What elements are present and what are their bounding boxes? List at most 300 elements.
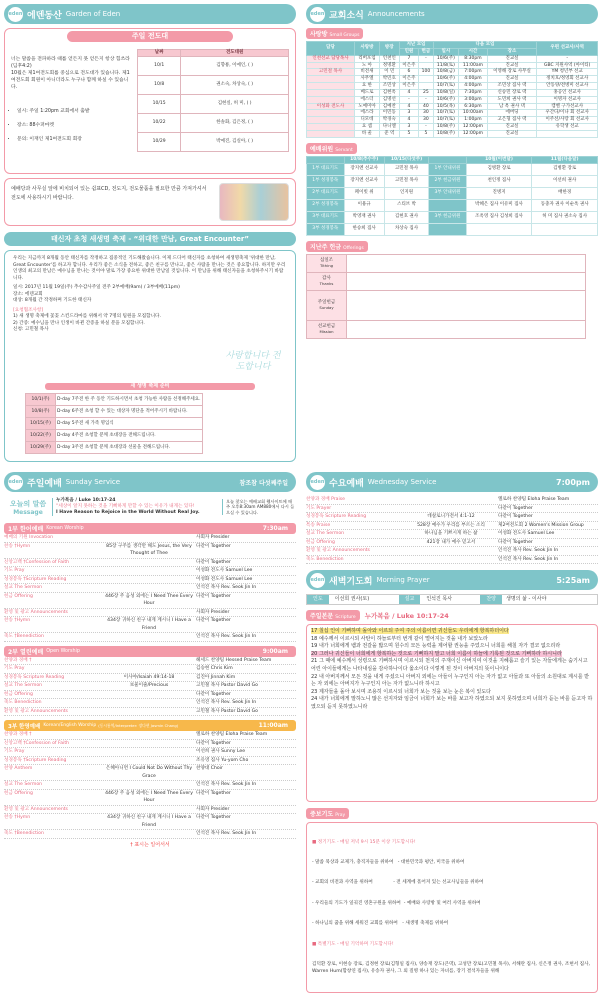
tract-photo: [219, 183, 289, 221]
table-cell: 30: [419, 117, 433, 124]
schedule-date: 10/15(주): [26, 418, 56, 430]
section-title: 수요예배: [329, 478, 364, 489]
worship-row: [306, 505, 598, 514]
service-title: 2부 열린예배: [8, 648, 44, 656]
table-cell: 2부 대표기도: [307, 187, 345, 199]
worship-item: 축도 Benediction: [4, 700, 42, 705]
table-cell: 김현실, 허 미, ( ): [181, 94, 289, 113]
table-row: [307, 76, 598, 83]
offering-ko: 감사: [322, 275, 331, 281]
table-cell: [466, 223, 532, 235]
table-cell: 캠벨 구가선교사: [537, 103, 598, 110]
worship-row: [4, 691, 296, 700]
worship-leader: 인석진 목사 Rev. Seok Jin In: [196, 585, 257, 590]
worship-detail: [404, 547, 498, 555]
table-cell: 100: [419, 69, 433, 76]
worship-leader: 엘로하 찬양팀 Eloha Praise Team: [498, 497, 570, 502]
garden-of-eden-section: [4, 4, 296, 450]
leader-label: 인도: [307, 595, 329, 604]
table-cell: 이민동: [379, 110, 399, 117]
worship-row: [4, 814, 296, 830]
table-row: [307, 117, 598, 124]
worship-row: [4, 682, 296, 691]
worship-detail: 446장 주 음성 외에는 I Need Thee Every Hour: [105, 593, 193, 606]
worship-row: [4, 708, 296, 717]
col-header: 지난 모임: [399, 42, 433, 49]
table-cell: 김명선: [379, 96, 399, 103]
worship-leader: 이선희 권사 Sunny Lee: [196, 749, 246, 754]
table-cell: 신승민 장로 댁: [487, 89, 537, 96]
worship-item: 찬송 †Hymn: [4, 815, 31, 820]
table-cell: 박영재 권사: [344, 211, 384, 223]
table-cell: 요 한: [355, 83, 380, 90]
worship-leader: 인석진 목사 Rev. Seok Jin In: [498, 556, 559, 562]
table-cell: 이 민: [379, 69, 399, 76]
request-item: 2) 간증: 예수님을 만나 인생이 바뀐 간증을 하실 분을 모집합니다.: [13, 320, 145, 326]
scripture-header: [306, 610, 598, 621]
service-title-en: Open Worship: [46, 648, 80, 654]
praise-value: 생명의 삶 - 이사야: [506, 596, 547, 602]
broadcast-note: 오늘 찾오는 예배교회 웹사이트에 매주 오후8:30am AM880에서 다시 들으실 수 있습니다.: [222, 499, 296, 516]
schedule-desc: D-day 6주전 초청 할 수 있는 대상자 명단을 적어주시기 바랍니다.: [56, 406, 203, 418]
worship-leader: 다같이 Together: [196, 691, 231, 697]
section-subtitle: Announcements: [367, 10, 425, 18]
worship-item: 설교 The Sermon: [4, 683, 43, 688]
preacher-value: 인석진 목사: [426, 596, 453, 602]
worship-row: [4, 534, 296, 543]
table-cell: 인천선교 담당목사: [307, 55, 355, 62]
table-cell: 2부 헌금위원: [429, 175, 467, 187]
table-cell: 한승희 집사: [344, 223, 384, 235]
table-cell: 바 울: [355, 130, 380, 137]
table-cell: 고민철 목사: [384, 175, 428, 187]
table-cell: 1부 안내위원: [429, 163, 467, 175]
worship-detail: [102, 757, 196, 765]
request-item: 1) 새 생명 축제에 꽃꽂 스킨드라마를 위해서 약 7명의 팀원을 모집합니다.: [13, 314, 161, 319]
table-row: [307, 175, 598, 187]
section-header: [4, 4, 296, 24]
table-cell: -: [537, 55, 598, 62]
offering-names: [347, 272, 586, 290]
table-cell: 도민희 권사 댁: [487, 96, 537, 103]
worship-item: 기도 Pray: [4, 568, 25, 573]
worship-item: 헌금 Offering: [4, 593, 33, 599]
table-cell: 12:00pm: [459, 130, 487, 137]
section-title: 교회소식: [329, 10, 364, 21]
pray-item: - 교회의 비전과 사역을 위하여 - 전 세계에 흩어져 있는 선교사님들을 위하여: [312, 880, 484, 886]
worship-item: 환영 및 광고 Announcements: [4, 806, 68, 812]
worship-leader: 조유영 집사 Yu-yom Cho: [196, 757, 249, 763]
col-header: 다음 모임: [433, 42, 537, 49]
worship-item: 기도 Pray: [4, 666, 25, 671]
eden-logo-icon: eden: [8, 7, 23, 22]
table-row: [307, 55, 598, 62]
wednesday-list: [306, 496, 598, 564]
service1-header: [4, 523, 296, 534]
table-cell: 10/6(주): [433, 76, 459, 83]
worship-row: [4, 657, 296, 666]
section-subtitle: Garden of Eden: [65, 10, 121, 18]
table-cell: 4: [399, 117, 419, 124]
worship-detail: [102, 781, 196, 789]
announcements-section: [306, 4, 598, 450]
eden-logo-icon: eden: [310, 7, 325, 22]
pray-item: - 하나님의 꿈을 위해 세워진 교회를 위하여 - 새생명 축제를 위하여: [312, 921, 449, 927]
worship-leader: 다같이 Together: [196, 790, 231, 796]
schedule-desc: D-day 4주전 초청할 분께 초대장을 전해드립니다.: [56, 430, 203, 442]
worship-item: 성경봉독 †Scripture Reading: [4, 757, 67, 763]
col-header: 11월(다음달): [532, 156, 598, 163]
request-item: 신청: 고민철 목사: [13, 327, 49, 332]
worship-leader: 다같이 Together: [498, 514, 533, 519]
table-cell: -: [419, 55, 433, 62]
section-header: [4, 472, 296, 492]
table-cell: 정명환: [379, 62, 399, 69]
table-cell: 노 아: [355, 62, 380, 69]
worship-leader: 다같이 Together: [196, 815, 231, 820]
worship-item: 성경봉독 Scripture Reading: [306, 514, 367, 519]
table-row: [307, 130, 598, 137]
label-ko: 주일본문: [310, 613, 334, 620]
table-cell: 권소숙, 차상숙, ( ): [181, 75, 289, 94]
worship-row: [4, 748, 296, 757]
worship-detail: [102, 830, 196, 838]
table-cell: 스티브 박: [384, 199, 428, 211]
interpreter-note: (동시통역/Interpreter: 장다현 Jasmin Chang): [98, 722, 179, 728]
worship-detail: [102, 584, 196, 592]
col-header: 10/8(추수주): [344, 156, 384, 163]
worship-row: [4, 576, 296, 585]
table-cell: 1부 대표기도: [307, 163, 345, 175]
service-time: 7:00pm: [556, 477, 590, 487]
table-cell: 페이빗 위: [344, 187, 384, 199]
worship-row: [4, 559, 296, 568]
table-cell: 진교실: [487, 76, 537, 83]
table-cell: 10/8(주): [433, 130, 459, 137]
col-subheader: 장소: [487, 48, 537, 55]
message-box: [4, 495, 296, 519]
worship-item: 찬송 †Hymn: [4, 543, 31, 549]
table-cell: 3부 안내위원: [429, 187, 467, 199]
worship-row: [4, 633, 296, 642]
table-cell: 차상숙 집사: [384, 223, 428, 235]
worship-item: 신앙고백 †Confession of Faith: [4, 559, 70, 565]
worship-row: [4, 617, 296, 633]
label-en: Servant: [335, 147, 353, 153]
worship-detail: 데살로니가전서 4:1-12: [427, 514, 475, 519]
table-cell: 박혜은 집사 이유미 집사: [466, 199, 532, 211]
worship-detail: [404, 505, 498, 513]
table-cell: 10/8(일): [433, 89, 459, 96]
worship-leader: 인석진 목사 Rev. Seok Jin In: [196, 634, 257, 639]
col-subheader: 시간: [459, 48, 487, 55]
table-row: [307, 199, 598, 211]
servant-table: [306, 156, 598, 236]
table-row: [307, 69, 598, 76]
worship-row: [4, 731, 296, 740]
table-cell: 7:00pm: [459, 69, 487, 76]
table-cell: 10/29: [138, 132, 181, 151]
table-cell: 디모데: [355, 117, 380, 124]
label-ko: 사랑방: [310, 31, 328, 38]
pray-item: ■ 정기기도 - 매일 저녁 9시 15분 이상 기도합시다!: [312, 839, 416, 845]
worship-detail: [102, 806, 196, 814]
praise-label: 찬양: [480, 595, 502, 604]
service2-list: [4, 657, 296, 717]
worship-row: [306, 539, 598, 548]
offering-en: Sunday: [319, 304, 334, 310]
table-row: [307, 211, 598, 223]
scripture-label: [306, 610, 360, 621]
worship-row: [306, 522, 598, 531]
table-cell: 김현호 권사: [384, 211, 428, 223]
offerings-table: [306, 254, 586, 339]
verse: 21 그 때에 예수께서 성령으로 기뻐하시며 이르시되 천지의 주재이신 아버지여 이것을 지혜롭고 슬기 있는 자들에게는 숨기시고 어린 아이들에게는 나타내심을 감사하나이다 옳소이다 이렇게 된 것이 아버지의 뜻이니이다: [311, 658, 588, 672]
table-cell: 조민상 집사 댁: [487, 83, 537, 90]
table-cell: 10/5(목): [433, 103, 459, 110]
worship-leader: 다같이 Together: [196, 543, 231, 549]
leader-value: 이선희 권사(토): [334, 596, 370, 602]
table-cell: 10/6(주): [433, 96, 459, 103]
worship-leader: 사회자 Presider: [196, 806, 230, 812]
worship-row: [306, 547, 598, 556]
worship-item: 찬양과 경배 Praise: [306, 497, 345, 502]
worship-row: [4, 699, 296, 708]
table-cell: 6:30pm: [459, 103, 487, 110]
schedule-date: 10/1(주): [26, 394, 56, 406]
worship-detail: [102, 559, 196, 567]
table-row: [307, 110, 598, 117]
worship-row: [306, 530, 598, 539]
worship-row: [4, 567, 296, 576]
col-header: 날짜: [138, 50, 181, 57]
table-cell: [307, 117, 355, 124]
table-cell: 김현옥: [379, 89, 399, 96]
offering-names: [347, 254, 586, 272]
offering-en: Thanks: [319, 280, 334, 286]
table-cell: 7:30pm: [459, 89, 487, 96]
table-cell: 이명자 선교사: [537, 96, 598, 103]
outreach-item: • 문의: 이재인 제1여전도회 회장: [17, 136, 131, 143]
worship-detail: [102, 567, 196, 575]
worship-detail: 이사야/Isaiah 49:14-18: [123, 674, 175, 680]
worship-row: [4, 593, 296, 609]
table-cell: 인지원: [384, 187, 428, 199]
scripture-text: [306, 624, 598, 802]
schedule-desc: D-day 7주전 한 주 동안 기도하시면서 초청 가능한 사람을 선정해주세요.: [56, 394, 203, 406]
worship-leader: 인석진 목사 Rev. Seok Jin In: [498, 548, 559, 553]
worship-row: [4, 781, 296, 790]
label-en: Small Groups: [329, 33, 360, 38]
worship-item: 축도 †Benediction: [4, 634, 44, 639]
table-cell: 우간다/이나 회 선교사: [537, 110, 598, 117]
schedule-date: 10/22(주): [26, 430, 56, 442]
morning-prayer-header: [306, 570, 598, 590]
worship-detail: [102, 708, 196, 716]
table-cell: 김병환 장로: [466, 163, 532, 175]
pray-box: [306, 822, 598, 993]
label-en: Offerings: [343, 245, 364, 251]
table-cell: 4:00pm: [459, 76, 487, 83]
schedule-desc: D-day 3주전 초청할 분께 초대장과 선물을 전해드립니다.: [56, 442, 203, 454]
table-cell: 이영해 장로 사무실: [487, 69, 537, 76]
table-cell: -: [419, 96, 433, 103]
offering-names: [347, 320, 586, 338]
worship-item: 찬송 †Hymn: [4, 618, 31, 623]
service-time: 9:00am: [262, 647, 288, 655]
verse-text: 20 그러나 귀신들이 너희에게 항복하는 것으로 기뻐하지 말고 너희 이름이 하늘에 기록된 것으로 기뻐하라 하시니라: [311, 650, 562, 657]
festival-title: 태신자 초청 새생명 축제 - “위대한 만남, Great Encounter”: [4, 232, 296, 246]
section-header: [306, 4, 598, 24]
worship-leader: 김진아 Jinnah Kim: [196, 674, 236, 680]
table-cell: 노예미아: [355, 103, 380, 110]
table-cell: 동충자 권사 이순옥 권사: [532, 199, 598, 211]
scripture-reference: 누가복음 / Luke 10:17-24: [364, 612, 449, 620]
eden-logo-icon: eden: [310, 573, 325, 588]
table-cell: 11:00am: [459, 62, 487, 69]
eden-logo-icon: eden: [8, 475, 23, 490]
worship-detail: 434장 귀하신 친구 내게 계시니 I Have a Friend: [107, 815, 191, 828]
worship-leader: 찬양대 Choir: [196, 766, 223, 771]
table-cell: 1:00pm: [459, 117, 487, 124]
table-cell: [419, 62, 433, 69]
verse: [311, 628, 593, 636]
table-row: [307, 124, 598, 131]
table-cell: 10/1: [138, 56, 181, 75]
message-title: “세상이 알지 못하는 것을 기뻐하게 만할 수 있는 이유가 내게는 있다!: [56, 504, 195, 509]
table-cell: 3부 헌금위원: [429, 211, 467, 223]
worship-leader: 다같이 Together: [498, 539, 533, 545]
worship-detail: [102, 633, 196, 641]
worship-item: 찬양 Anthem: [4, 766, 33, 771]
worship-row: [4, 757, 296, 766]
table-cell: 4: [399, 103, 419, 110]
worship-item: 설교 The Sermon: [306, 531, 345, 536]
festival-box: [4, 250, 296, 462]
worship-item: 설교 The Sermon: [4, 782, 43, 787]
worship-leader: 헤세드 찬양팀 Hessed Praise Team: [196, 657, 272, 663]
table-cell: 10:00am: [459, 110, 487, 117]
table-cell: [419, 76, 433, 83]
worship-row: [4, 806, 296, 815]
pray-label: [306, 808, 349, 819]
worship-item: 환영 및 광고 Announcements: [4, 609, 68, 615]
offerings-label: [306, 241, 368, 252]
sunday-label: 참조참 다섯째주일: [239, 479, 288, 487]
small-groups-table: [306, 41, 598, 138]
worship-detail: 446장 주 음성 외에는 I Need Thee Every Hour: [105, 790, 193, 803]
table-cell: 박예진, 김실아, ( ): [181, 132, 289, 151]
small-groups-label: [306, 28, 363, 39]
worship-row: [306, 496, 598, 505]
morning-prayer-info: [306, 594, 598, 605]
table-cell: 에버딩: [487, 110, 537, 117]
offering-en: Tithing: [319, 262, 334, 268]
table-cell: 안동양/전병미 선교사: [537, 83, 598, 90]
worship-detail: [102, 740, 196, 748]
table-cell: 4: [399, 89, 419, 96]
table-cell: 준 역: [379, 130, 399, 137]
worship-row: [4, 765, 296, 781]
worship-item: 찬양과 경배 †: [4, 732, 32, 737]
worship-detail: [102, 748, 196, 756]
worship-leader: 김승현 Chris Kim: [196, 666, 233, 671]
table-cell: [307, 76, 355, 83]
table-cell: [307, 62, 355, 69]
section-title: 새벽기도회: [329, 576, 373, 587]
request-title: [요청협조사항]: [13, 307, 44, 313]
table-cell: 허 미 집사 권소숙 집사: [532, 211, 598, 223]
worship-item: 예배의 기원 Invocation: [4, 535, 54, 540]
worship-detail: 421장 내가 예수 믿고서: [426, 539, 476, 545]
col-header: 10/15(다섯주): [384, 156, 428, 163]
table-cell: GBC 지원사역 (아이티): [537, 62, 598, 69]
table-row: [307, 83, 598, 90]
table-cell: 배한경: [532, 187, 598, 199]
table-cell: 박경숙: [379, 117, 399, 124]
table-cell: 6: [399, 69, 419, 76]
servant-label: [306, 143, 357, 154]
table-cell: 에스라: [355, 110, 380, 117]
message-label: 오늘의 말씀: [9, 499, 47, 508]
table-cell: 10/8(금): [433, 69, 459, 76]
service-time: 5:25am: [556, 575, 590, 585]
table-cell: 5: [399, 130, 419, 137]
table-cell: 김향룡, 이예인, ( ): [181, 56, 289, 75]
table-cell: 김병환 장로: [532, 163, 598, 175]
outreach-item: • 장소: 88수퍼마켓: [17, 122, 131, 129]
worship-leader: 다같이 Together: [196, 618, 231, 623]
outreach-item: • 일시: 주일 1:20pm 교회에서 출발: [17, 108, 131, 115]
outreach-description: 너는 말씀을 전파하라 때를 얻든지 못 얻든지 항상 힘쓰라(딤후4:2) 10월은 제1여전도회를 중심으로 전도대가 있습니다. 제1여전도회 회원이 아니더라도 누구나 함께 하실 수 있습니다.: [11, 57, 130, 90]
service-time: 11:00am: [258, 722, 288, 729]
table-cell: 조민상: [379, 83, 399, 90]
table-cell: 진교실: [487, 124, 537, 131]
col-subheader: 헌금: [419, 48, 433, 55]
table-cell: 이주선/사랑 회 선교사: [537, 117, 598, 124]
service3-list: [4, 731, 296, 839]
sunday-service-section: [4, 472, 296, 924]
table-row: [307, 223, 598, 235]
section-header: [306, 472, 598, 492]
worship-leader: 다같이 Together: [196, 559, 231, 565]
table-cell: 8:30pm: [459, 55, 487, 62]
festival-when: 일시: 2017년 11월 19일(주) 추수감사주일 전주 2부예배(9am) / 3부예배(11pm): [13, 285, 180, 290]
table-cell: [307, 130, 355, 137]
label-en: Scripture: [335, 615, 356, 620]
worship-row: [306, 513, 598, 522]
worship-leader: 이성화 전도사 Samuel Lee: [196, 576, 253, 582]
worship-leader: 엘로하 찬양팀 Eloha Praise Team: [196, 732, 268, 737]
col-subheader: 일시: [433, 48, 459, 55]
table-cell: 진교실: [487, 55, 537, 62]
table-cell: 이은주: [399, 83, 419, 90]
tract-box: [4, 178, 296, 226]
table-cell: 유학생 선교: [537, 124, 598, 131]
worship-detail: [404, 556, 498, 564]
worship-leader: 다같이 Together: [196, 593, 231, 599]
verse-text: 17 칠십 인이 기뻐하며 돌아와 이르되 주여 주의 이름이면 귀신들도 우리에게 항복하더이다: [311, 628, 509, 634]
message-title-en: I Have Reason to Rejoice in the World Without Real Joy.: [56, 510, 200, 515]
table-row: [307, 163, 598, 175]
table-cell: [307, 110, 355, 117]
schedule-date: 10/8(주): [26, 406, 56, 418]
table-cell: [307, 124, 355, 131]
worship-item: 헌금 Offering: [4, 691, 33, 697]
table-cell: YM 청년부 선교: [537, 69, 598, 76]
table-cell: 남 옥 권사 댁: [487, 103, 537, 110]
section-title: 에덴동산: [27, 10, 62, 21]
